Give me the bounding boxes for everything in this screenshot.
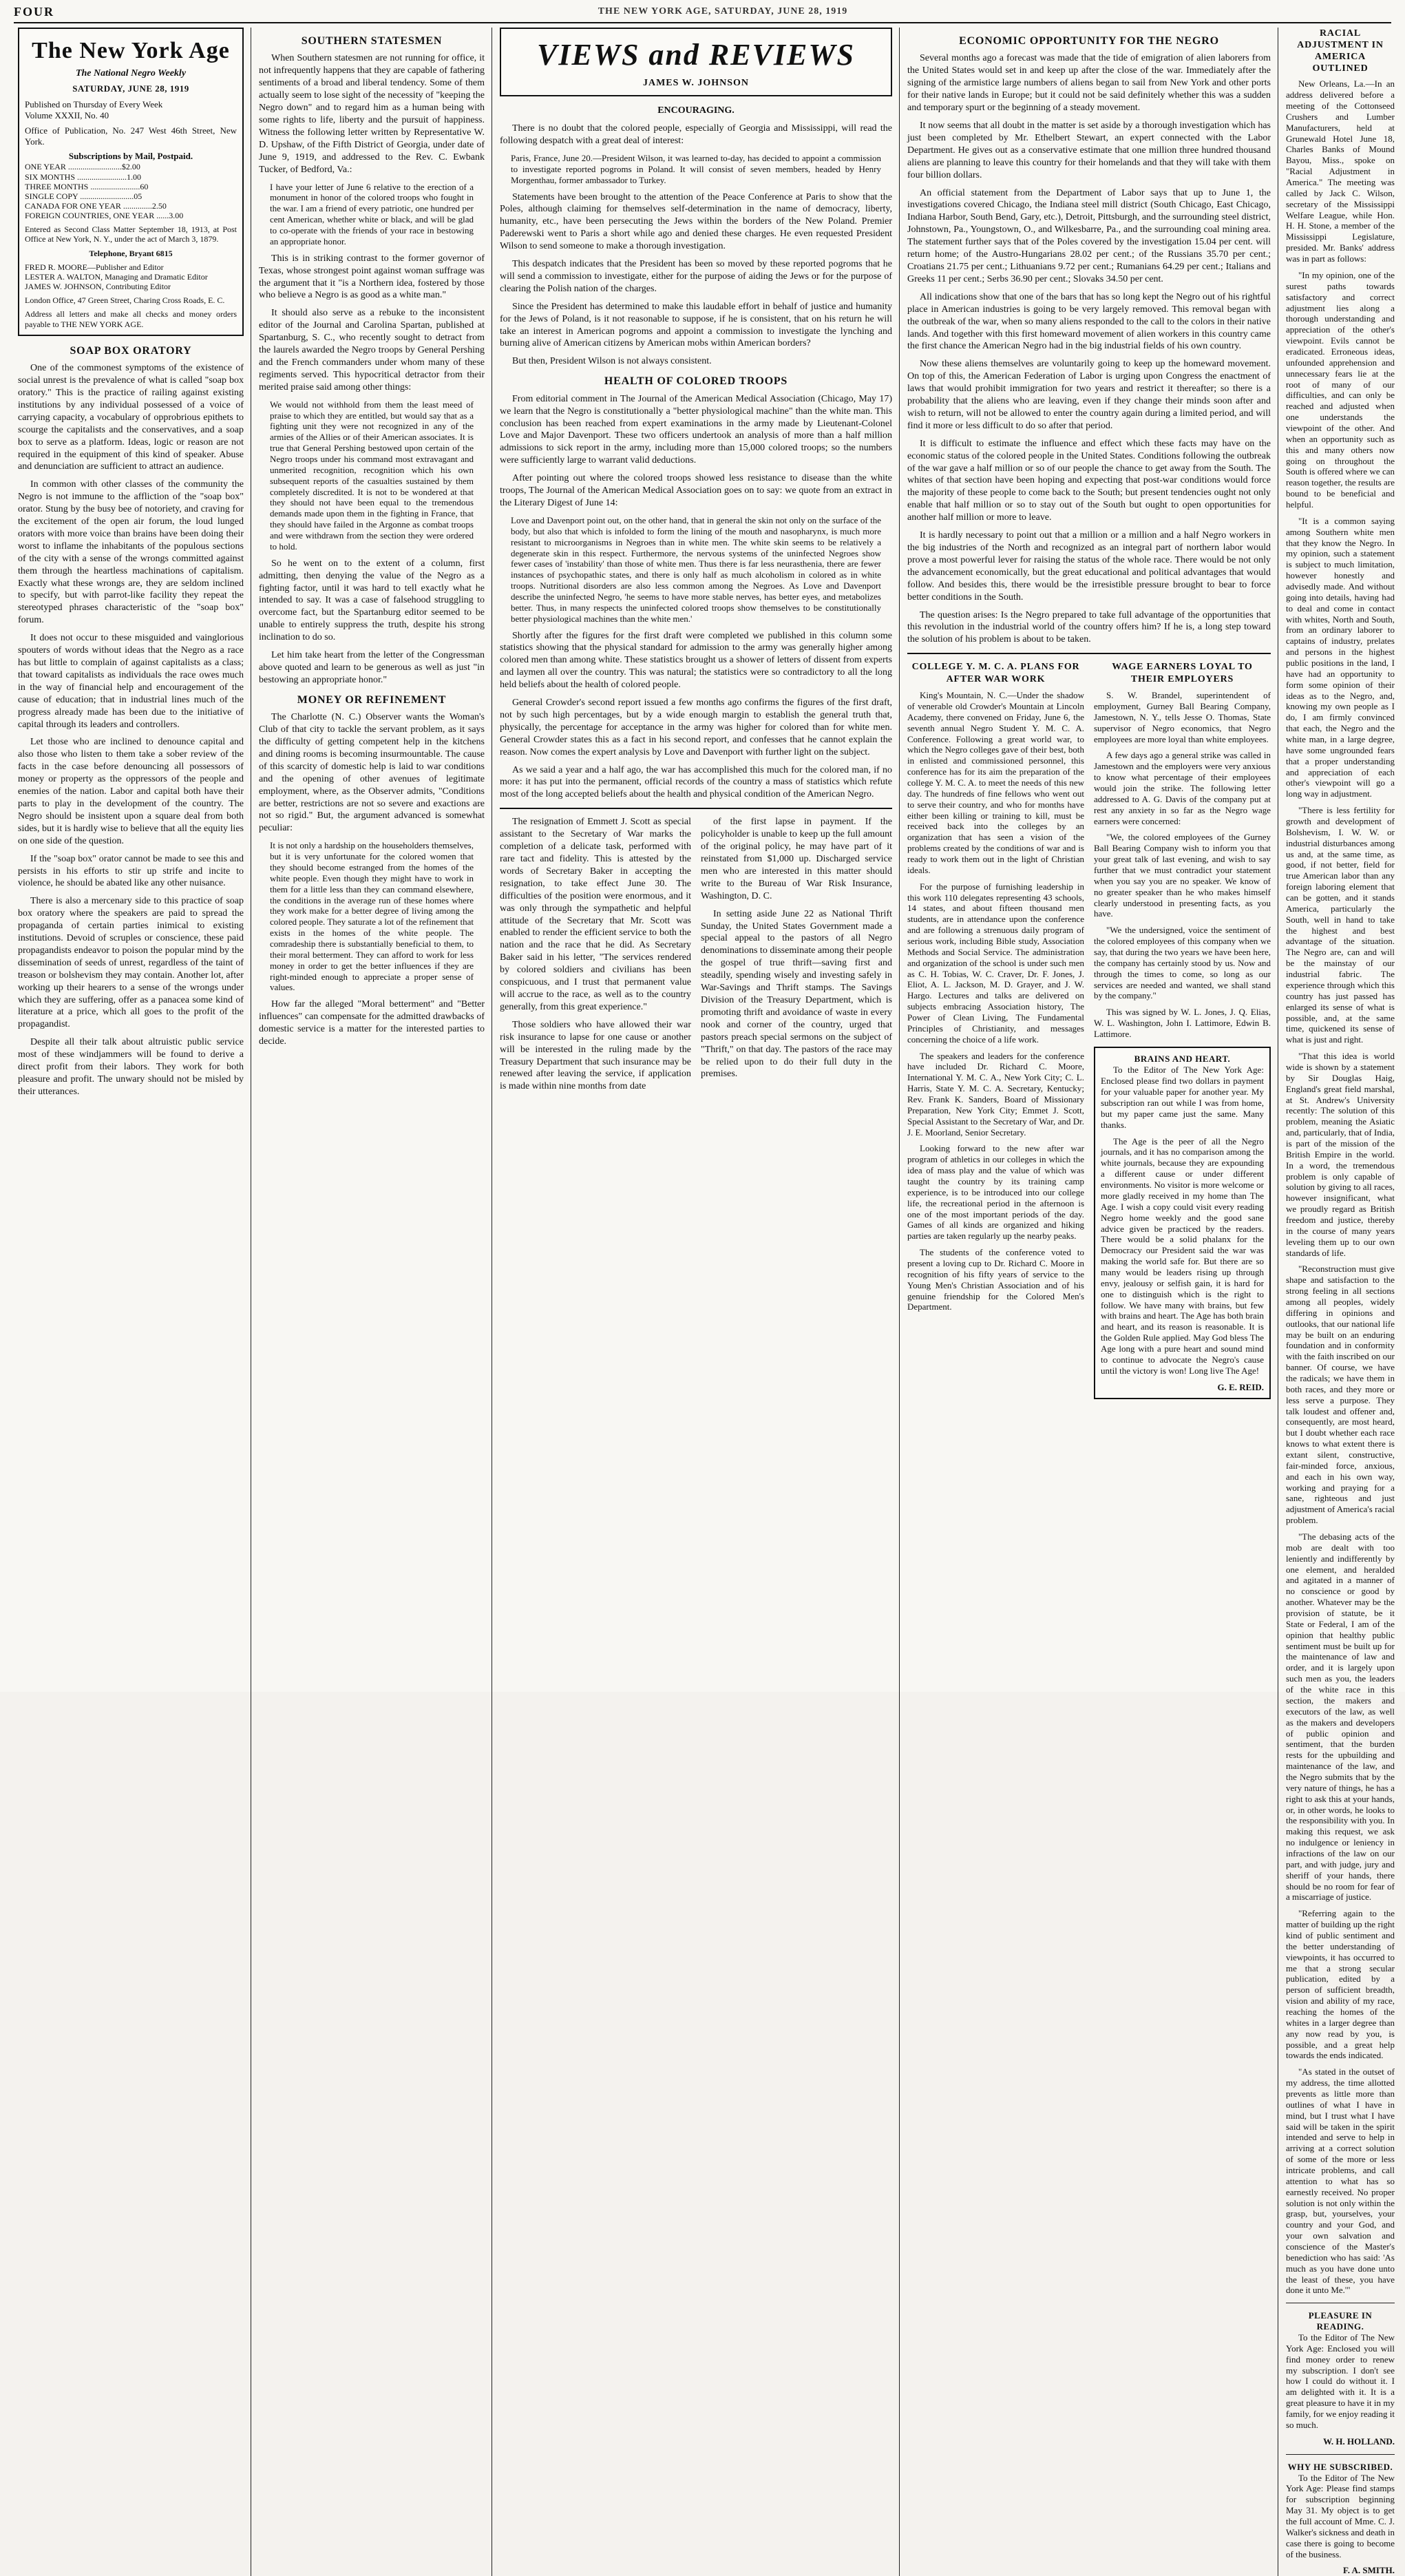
- ymca-paragraph: The speakers and leaders for the conference have included Dr. Richard C. Moore, International Y. M. C. A., New York City; C. L. Harris, State Y. M. C. A. Secretary, Kentucky; Rev. Frank K. Sanders, Board of Missionary Preparation, New York City; Emmet J. Scott, Special Assistant to the Secretary of War, and Dr. J. E. Moorland, Senior Secretary.: [907, 1050, 1084, 1138]
- subcol-paragraph: The resignation of Emmett J. Scott as special assistant to the Secretary of War marks the completion of a delicate task, performed with rare tact and fidelity. This is attested by the words of Secretary Baker in accepting the resignation, to take effect June 30. The difficulties of the position were enormous, and it was only through the sympathetic and helpful attitude of the Secretary that Mr. Scott was enabled to render the efficient service to both the nation and the race that he did. As Secretary Baker said in his letter, "The services rendered by colored soldiers and civilians has been conspicuous, and I trust that permanent value will accrue to the race, as well as to the country generally, from this great experience.": [500, 817, 691, 1012]
- london-office: London Office, 47 Green Street, Charing Cross Roads, E. C.: [25, 295, 225, 306]
- rate-line: SINGLE COPY ..........................05: [25, 191, 142, 201]
- masthead-block: [18, 28, 244, 336]
- health-paragraph: General Crowder's second report issued a few months ago confirms the figures of the first draft, not by such high percentages, but by a wide enough margin to establish the general truth that, physically, the percentage for acceptance in the army was higher for colored than for white men. General Crowder states this as a fact in his second report, and confesses that he cannot explain the reason. Now comes the expert analysis by Love and Davenport with further light on the subject.: [500, 698, 892, 757]
- subcol-paragraph: of the first lapse in payment. If the policyholder is unable to keep up the full amount of the original policy, he may have part of it reinstated from $1,000 up. Discharged service men who are interested in this matter should write to the Bureau of War Risk Insurance, Washington, D. C.: [701, 817, 892, 901]
- brains-paragraph: To the Editor of The New York Age: Enclosed please find two dollars in payment for your valuable paper for another year. My subscription ran out while I was from home, but my paper came just the same. Many thanks.: [1101, 1065, 1264, 1130]
- staff-line: LESTER A. WALTON, Managing and Dramatic Editor: [25, 271, 208, 282]
- subcol-paragraph: Those soldiers who have allowed their war risk insurance to lapse for one cause or another will be interested in the ruling made by the Treasury Department that such insurance may be renewed after leaving the service, if application is made within nine months from date: [500, 1019, 691, 1092]
- economic-paragraph: It now seems that all doubt in the matter is set aside by a thorough investigation which has just been completed by Mr. Ethelbert Stewart, an expert connected with the Labor Department. He gives out as a conservative estimate that one million three hundred thousand aliens are planning to leave this country for their homelands and that they will take with them four billion dollars.: [907, 121, 1271, 180]
- masthead-title: The New York Age: [32, 38, 230, 63]
- health-paragraph: After pointing out where the colored troops showed less resistance to disease than the white troops, The Journal of the American Medical Association goes on to say: we quote from an extract in the Literary Digest of June 14:: [500, 473, 892, 509]
- masthead-volume: Volume XXXII, No. 40: [25, 109, 109, 121]
- encouraging-paragraph: There is no doubt that the colored people, especially of Georgia and Mississippi, will read the following despatch with a great deal of interest:: [500, 123, 892, 147]
- encouraging-paragraph: Statements have been brought to the attention of the Peace Conference at Paris to show that the Poles, although claiming for themselves self-determination in the name of democracy, liberty, humanity, etc., have been persecuting the Jews within the borders of the New Poland. Premier Paderewski went to Paris a short while ago and denied these charges. He even requested President Wilson to send someone to make a thorough investigation.: [500, 191, 892, 252]
- far-right-divider: [1286, 2454, 1395, 2455]
- southern-paragraph: Let him take heart from the letter of the Congressman above quoted and learn to be generous as well as just "in bestowing an appropriate honor.": [259, 650, 485, 685]
- southern-statesmen-title: SOUTHERN STATESMEN: [301, 35, 443, 47]
- racial-paragraph: "It is a common saying among Southern white men that they know the Negro. In my opinion, such a statement is subject to much limitation, however honestly and advisedly made. And without going into details, having had to deal and come in contact with whites, North and South, from an ordinary laborer to captains of industry, prelates and persons in the highest public positions in the land, I have had an opportunity to form some opinion of their ideas as to the Negro, and, knowing my own people as I do, I am firmly convinced that each, the Negro and the white man, in a large degree, have some ungrounded fears that a proper understanding and appreciation of each other's viewpoint will go a long way in adjustment.: [1286, 515, 1395, 799]
- column-center: [496, 28, 896, 2576]
- racial-paragraph: New Orleans, La.—In an address delivered before a meeting of the Cottonseed Crushers and Lumber Manufacturers, held at Grunewald Hotel June 18, Charles Banks of Mound Bayou, Miss., spoke on "Racial Adjustment in America." The meeting was called by Jack C. Wilson, secretary of the Mississippi Welfare League, while Hon. H. H. Stone, a member of the Mississippi Legislature, presided. Mr. Banks' address was in part as follows:: [1286, 78, 1395, 264]
- column-far-right: [1282, 28, 1399, 2576]
- southern-paragraph: So he went on to the extent of a column, first admitting, then denying the value of the Negro as a fighting factor, until it was hard to tell exactly what he intended to say. It was a case of falsehood struggling to overcome fact, but the Spartanburg editor seemed to be unable to entirely suppress the truth, despite his strong inclination to do so.: [259, 558, 485, 643]
- economic-paragraph: It is hardly necessary to point out that a million or a million and a half Negro workers in the big industries of the North and recognized as an integral part of northern labor would prove a most powerful lever for raising the status of the whole race. There would be not only the advancement economically, but the great educational and political advantages that would follow. And besides this, there would be the irresistible pressure brought to bear to force better conditions in the South.: [907, 530, 1271, 603]
- why-title: WHY HE SUBSCRIBED.: [1287, 2461, 1393, 2472]
- running-title: THE NEW YORK AGE, SATURDAY, JUNE 28, 1919: [598, 6, 848, 17]
- column-right-block: [903, 28, 1275, 2576]
- rates-list: [25, 162, 237, 220]
- telephone: Telephone, Bryant 6815: [89, 248, 173, 258]
- economic-paragraph: It is difficult to estimate the influence and effect which these facts may have on the economic status of the colored people in the United States. Conditions following the outbreak of the war gave a half million or so of our people the chance to get away from the South. The whites of that section have been hoping and expecting that post-war conditions would force the majority of these people to come back to the South; but present tendencies ought not only enable that half million or so to stay out of the South but ought to open opportunities for another half million or more to leave.: [907, 438, 1271, 523]
- subcol-right: [701, 816, 892, 1098]
- staff-list: [25, 262, 237, 291]
- encouraging-paragraph: This despatch indicates that the President has been so moved by these reported pogroms that he will send a commission to investigate, either for the purpose of aiding the Jews or for the purpose of clearing the Polish nation of the charges.: [500, 259, 892, 294]
- ymca-title: COLLEGE Y. M. C. A. PLANS FOR AFTER WAR WORK: [911, 662, 1080, 685]
- health-paragraph: Shortly after the figures for the first draft were completed we published in this column some statistics showing that the physical standard for admission to the army was generally higher among colored men than among white. These statistics brought us a shower of letters of dissent from experts and laymen all over the country. This was natural; the statistics were so contradictory to all the long held beliefs about the health of colored people.: [500, 630, 892, 691]
- economic-paragraph: Several months ago a forecast was made that the tide of emigration of alien laborers from the United States would set in and keep up after the close of the war. Immediately after the signing of the armistice large numbers of aliens began to sail from New York and other ports for their native lands in Europe; but it could not be said definitely whether this was a sudden and temporary spurt or the beginning of a steady movement.: [907, 53, 1271, 114]
- page-number: FOUR: [14, 4, 54, 19]
- column-second: [255, 28, 489, 2576]
- why-signature: F. A. SMITH.: [1342, 2565, 1395, 2576]
- why-paragraph: To the Editor of The New York Age: Please find stamps for subscription beginning May 31. My object is to get the full account of Mme. C. J. Walker's sickness and death in case there is going to become of the business.: [1286, 2472, 1395, 2559]
- center-divider: [500, 808, 892, 809]
- southern-paragraph: This is in striking contrast to the former governor of Texas, whose strongest point against woman suffrage was the argument that it "is a Northern idea, fostered by those who believe a Negro is as good as a white man.": [259, 253, 485, 301]
- spartan-quote: We would not withhold from them the least meed of praise to which they are entitled, but would say that as a fighting unit they were not recognized in any of the armies of the Allies or of their American associates. It is true that General Pershing bestowed upon certain of the Negro troops under his command most extravagant and unmerited recognition, recognition which his own subsequent reports of the casualties sustained by them completely discredited. It is not to be wondered at that they should not have been equal to the tremendous demands made upon them in the fighting in France, that they should have failed in the Argonne as combat troops and were withdrawn from the section they were ordered to hold.: [270, 399, 474, 552]
- header-rule: [14, 22, 1391, 23]
- rate-line: SIX MONTHS ........................1.00: [25, 171, 142, 182]
- ymca-paragraph: For the purpose of furnishing leadership in this work 110 delegates representing 43 schools, 14 states, and about fifteen thousand men students, are in attendance upon the conference and are following a strenuous daily program of serious work, including Bible study, Association Methods and Social Service. The administration and organization of the school is under such men as C. H. Tobias, W. C. Craver, Dr. F. Jones, J. Eliot, A. L. Jackson, M. D. Grayer, and J. W. Hargo. Lectures and talks are delivered on subjects embracing Association history, The Power of Clean Living, The Fundamental Principles of Christianity, and messages concerning the choice of a life work.: [907, 881, 1084, 1045]
- center-subcolumns: [500, 816, 892, 1098]
- upshaw-quote: I have your letter of June 6 relative to the erection of a monument in honor of the colored troops who fought in the war. I am a friend of every patriotic, one hundred per cent American, whether white or black, and will be glad to co-operate with the friends of your race in bestowing an appropriate honor.: [270, 181, 474, 247]
- health-paragraph: As we said a year and a half ago, the war has accomplished this much for the colored man, if no more: it has put into the permanent, official records of the country a mass of statistics which refute most of the long accepted beliefs about the health and physical condition of the American Negro.: [500, 764, 892, 800]
- wage-paragraph: A few days ago a general strike was called in Jamestown and the employers were very anxious to know what percentage of their employees would join the strike. The following letter addressed to A. G. Davis of the company put at rest any anxiety in so far as the Negro wage earners were concerned:: [1094, 750, 1271, 826]
- pleasure-signature: W. H. HOLLAND.: [1323, 2436, 1395, 2447]
- journal-quote: Love and Davenport point out, on the other hand, that in general the skin not only on the surface of the body, but also that which is infolded to form the lining of the mouth and nasopharynx, is much more resistant to microorganisms in Negroes than in white men. The white skin seems to be relatively a degenerate skin in this respect. Furthermore, the nervous systems of the uninfected Negroes show fewer cases of 'instability' than those of white men. Thus there is far less neurasthenia, there are fewer instances of psychopathic states, and there is only half as much alcoholism in colored as in white troops. Nutritional disorders are also less common among the Negroes. As Love and Davenport describe the uninfected Negro, 'he seems to have more stable nerves, has better eyes, and metabolizes better. Thus, in many respects the uninfected colored troops show themselves to be constitutionally better physiological machines than the white men.': [511, 514, 881, 624]
- subscriptions-title: Subscriptions by Mail, Postpaid.: [68, 151, 193, 162]
- wage-paragraph: "We the undersigned, voice the sentiment of the colored employees of this company when we say, that during the two years we have been here, the company has certainly stood by us. Now and through the times to come, so long as our services are needed and wanted, we shall stand by the company.": [1094, 925, 1271, 1001]
- soap-paragraph: Let those who are inclined to denounce capital and also those who listen to them take a sober review of the facts in the case before denouncing all possessors of money or property as the oppressors of the people and enemies of the nation. Labor and capital both have their parts to play in the development of the country. The Negro should be insistent upon a square deal from both sides, but it is hardly wise to believe that all the equity lies on one side of the question.: [18, 737, 244, 846]
- views-reviews-title: VIEWS and REVIEWS: [537, 38, 855, 72]
- right-divider: [907, 653, 1271, 654]
- column-left: [14, 28, 248, 2576]
- masthead-date: SATURDAY, JUNE 28, 1919: [72, 83, 189, 94]
- health-troops-title: HEALTH OF COLORED TROOPS: [604, 375, 788, 388]
- soap-paragraph: It does not occur to these misguided and vainglorious spouters of words without ideas that the Negro as a race has but little to complain of against capitalists as a class; that toward capitalists as individuals the race owes much in the way of financial help and encouragement of the cause of education; that in industrial lines much of the progress already made has been due to the initiative of capital through its leaders and controllers.: [18, 633, 244, 730]
- racial-paragraph: "That this idea is world wide is shown by a statement by Sir Douglas Haig, England's great field marshal, at St. Andrew's University recently: The solution of this problem, meaning the Asiatic and, particularly, that of India, is part of the mission of the British Empire in the world. In a word, the tremendous problem is only capable of solution by giving to all races, however insignificant, what we proudly regard as British freedom and justice, thereby in the course of many years leveling them up to our own standards of life.: [1286, 1051, 1395, 1258]
- money-paragraph: How far the alleged "Moral betterment" and "Better influences" can compensate for the admitted drawbacks of domestic service is a matter for the interested parties to decide.: [259, 999, 485, 1047]
- racial-paragraph: "In my opinion, one of the surest paths towards satisfactory and correct adjustment lies along a thorough understanding and appreciation of the other's viewpoint. Evils cannot be eradicated. Erroneous ideas, unfounded apprehension and unnecessary fears lie at the root of many of our difficulties, and can only be reached and adjusted when one understands the viewpoint of the other. And when an opportunity such as this and many others now going on throughout the South is offered where we can reason together, the results are bound to be beneficial and helpful.: [1286, 269, 1395, 510]
- soap-paragraph: In common with other classes of the community the Negro is not immune to the affliction of the "soap box" orator. Stung by the busy bee of notoriety, and craving for the excitement of the open air forum, the loud lunged orators with more voice than brains have been doing their worst to inflame the inhabitants of the populous sections of the city with a sense of the wrongs committed against them through the heartless machinations of capitalism. Exactly what these wrongs are, they are seldom inclined to specify, but with parrot-like facility they repeat the stereotyped phrases characteristic of the "soap box" forum.: [18, 479, 244, 626]
- soap-paragraph: One of the commonest symptoms of the existence of social unrest is the prevalence of what is called "soap box oratory." This is the practice of railing against existing institutions by any individual possessed of a voice of carrying capacity, a vocabulary of opprobrious epithets to scourge the capitalists and the conservatives, and a soap box to serve as a platform. Ideas, logic or reason are not required in the equipment of this kind of speaker. Abuse and denunciation are sufficient to attract an audience.: [18, 363, 244, 472]
- racial-paragraph: "The debasing acts of the mob are dealt with too leniently and indifferently by one element, and heralded and agitated in a manner of no conscience or good by another. Whatever may be the provision of statute, be it State or Federal, I am of the opinion that healthy public sentiment must be built up for the maintenance of law and order, and it is largely upon such men as you, the leaders of the white race in this section, the makers and executors of the law, as well as the makers and developers of public opinion and sentiment, that the burden rests for the upbuilding and maintenance of the law, and the Negro submits that by the very nature of things, he has a right to ask this at your hands, or, in other words, he looks to the responsibility with you. In making this request, we ask no indulgence or leniency in infractions of the law on our part, and with judge, jury and sheriff of your hands, there should be no room for fear of a miscarriage of justice.: [1286, 1531, 1395, 1903]
- brains-heart-box: [1094, 1047, 1271, 1400]
- encouraging-paragraph: But then, President Wilson is not always consistent.: [512, 356, 712, 367]
- brains-signature: G. E. REID.: [1217, 1381, 1264, 1392]
- rate-line: THREE MONTHS ........................60: [25, 181, 149, 191]
- ymca-paragraph: Looking forward to the new after war program of athletics in our colleges in which the idea of mass play and the value of which was taught the country by its training camp experience, is to be introduced into our college life, the recreational period in the afternoon is one of the most important periods of the day. Games of all kinds are organized and hiking parties are taken regularly up the nearby peaks.: [907, 1143, 1084, 1242]
- rate-line: CANADA FOR ONE YEAR ..............2.50: [25, 200, 167, 211]
- encouraging-title: ENCOURAGING.: [657, 105, 735, 116]
- soap-paragraph: Despite all their talk about altruistic public service most of these windjammers will be found to derive a direct profit from their labors. They work for both pleasure and profit. The unwary should not be misled by their utterances.: [18, 1037, 244, 1097]
- staff-line: JAMES W. JOHNSON, Contributing Editor: [25, 282, 171, 292]
- money-paragraph: The Charlotte (N. C.) Observer wants the Woman's Club of that city to tackle the servant problem, as it says the difficulty of getting competent help in the kitchens and dining rooms is becoming insurmountable. The cause of this scarcity of domestic help is laid to war conditions and the opening of other avenues of legitimate employment, where, as the Observer admits, "Conditions are better, restrictions are not so severe and exactions are not so rigid." But, the argument advanced is somewhat peculiar:: [259, 712, 485, 834]
- subcol-paragraph: In setting aside June 22 as National Thrift Sunday, the United States Government made a special appeal to the pastors of all Negro denominations to disseminate among their people the gospel of true thrift—saving first and steadily, spending wisely and investing safely in War-Savings and Thrift stamps. The Savings Division of the Treasury Department, which is promoting thrift and avoidance of waste in every nook and corner of the country, urged that pastors preach special sermons on the subject of "Thrift," on that day. The pastors of the race may be relied upon to do their full duty in the premises.: [701, 908, 892, 1080]
- wage-title: WAGE EARNERS LOYAL TO THEIR EMPLOYERS: [1112, 662, 1253, 685]
- entered-notice: Entered as Second Class Matter September 18, 1913, at Post Office at New York, N. Y., under the act of March 3, 1879.: [25, 224, 237, 244]
- wage-paragraph: "We, the colored employees of the Gurney Ball Bearing Company wish to inform you that your great talk of last evening, and wish to say further that we must contradict your statement when you say you are no speaker. We know of no greater speaker than he who makes himself clearly understood in presenting facts, as you have.: [1094, 832, 1271, 919]
- ymca-column: [907, 661, 1084, 1406]
- right-subcolumns: [907, 661, 1271, 1406]
- racial-adjustment-title: RACIAL ADJUSTMENT IN AMERICA OUTLINED: [1297, 28, 1384, 74]
- economic-paragraph: All indications show that one of the bars that has so long kept the Negro out of his rightful place in American industries is going to be very largely removed. This removal began with the outbreak of the war, when so many aliens responded to the call to the colors in their native lands. And together with this first homeward movement of alien workers in this country came the first chance the American Negro had in the big industrial fields of his own country.: [907, 291, 1271, 352]
- address-note: Address all letters and make all checks and money orders payable to THE NEW YORK AGE.: [25, 309, 237, 329]
- observer-quote: It is not only a hardship on the householders themselves, but it is very unfortunate for the colored women that they should become estranged from the homes of the white people. Even though they might have to work in them for a little less than they can command elsewhere, the conditions in the average run of these homes where they work make for a better degree of living among the colored people. They saturate a lot of the refinement that exists in the homes of the white people. The comradeship there is substantially beneficial to them, to their moral betterment. They can afford to work for less money in order to get the better influences if they are right-minded enough to appreciate a proper sense of values.: [270, 840, 474, 993]
- masthead-subtitle: The National Negro Weekly: [75, 67, 187, 78]
- economic-paragraph: The question arises: Is the Negro prepared to take full advantage of the opportunities that this revolution in the industrial world of the country offers him? If he is, a long step toward the solution of his problem is about to be taken.: [907, 609, 1271, 645]
- soap-paragraph: If the "soap box" orator cannot be made to see this and persists in his efforts to stir up strife and incite to violence, he should be abated like any other nuisance.: [18, 853, 244, 889]
- encouraging-paragraph: Since the President has determined to make this laudable effort in behalf of justice and humanity for the Jews of Poland, is it not reasonable to suppose, if he is consistent, that on his return he will take an interest in American pogroms and appoint a commission to investigate the lynching and burning alive of American citizens by American mobs within American borders?: [500, 301, 892, 349]
- southern-paragraph: When Southern statesmen are not running for office, it not infrequently happens that they are capable of fathering sentiments of a broad and liberal tendency. Some of them actually seem to lose sight of the necessity of "keeping the Negro down" and to regard him as a human being with some rights to life, liberty and the pursuit of happiness. Witness the following letter written by Representative W. D. Upshaw, of the Fifth District of Georgia, under date of June 9, 1919, and addressed to the Rev. C. Ewbank Tucker, of Bedford, Va.:: [259, 53, 485, 175]
- subcol-left: [500, 816, 691, 1098]
- soap-paragraph: There is also a mercenary side to this practice of soap box oratory where the speakers are paid to spread the propaganda of certain parties inimical to existing institutions. Devoid of scruples or conscience, these paid propagandists endeavor to poison the popular mind by the dissemination of seeds of unrest, regardless of the taint of treason or bolshevism they may contain. Another lot, after working up their hearers to a sense of the wrongs under which they are suffering, offer as a panacea some kind of literature at a price, which all goes to the profit of the propagandist.: [18, 896, 244, 1030]
- masthead-office: Office of Publication, No. 247 West 46th Street, New York.: [25, 125, 237, 147]
- wage-column: [1094, 661, 1271, 1406]
- economic-paragraph: Now these aliens themselves are voluntarily going to keep up the homeward movement. On top of this, the American Federation of Labor is urging upon Congress the enactment of laws that would prohibit immigration for two years and restrict it thereafter; so there is a probability that the aliens who are leaving, even if they change their minds soon after and wish to return, will not be allowed to enter the country again during a limited period, and will find it more or less difficult to do so after that period.: [907, 359, 1271, 431]
- views-byline: JAMES W. JOHNSON: [642, 78, 750, 89]
- wage-paragraph: S. W. Brandel, superintendent of employment, Gurney Ball Bearing Company, Jamestown, N. Y., tells Jesse O. Thomas, State supervisor of Negro economics, that Negro employees are more loyal than white employees.: [1094, 690, 1271, 744]
- running-header: [14, 4, 1391, 19]
- racial-paragraph: "As stated in the outset of my address, the time allotted prevents as little more than outlines of what I have in mind, but I trust what I have said will be taken in the spirit intended and serve to help in arriving at a correct solution of some of the more or less intricate problems, and call attention to what has so earnestly received. No proper solution is not only within the grasp, but, yourselves, your country and your God, and your own salvation and conscience of the Master's benediction who has said: 'As much as you have done unto the least of these, you have done it unto Me.'": [1286, 2066, 1395, 2296]
- pleasure-paragraph: To the Editor of The New York Age: Enclosed you will find money order to renew my subscription. I don't see how I could do without it. I am delighted with it. It is a great pleasure to have it in my family, for we enjoy reading it so much.: [1286, 2332, 1395, 2430]
- views-reviews-head: [500, 28, 892, 96]
- brains-heart-title: BRAINS AND HEART.: [1134, 1053, 1231, 1064]
- soap-box-title: SOAP BOX ORATORY: [70, 344, 192, 357]
- column-divider: [899, 28, 900, 2576]
- ymca-paragraph: King's Mountain, N. C.—Under the shadow of venerable old Crowder's Mountain at Lincoln Academy, there convened on Friday, June 6, the seventh annual Negro Student Y. M. C. A. Conference. Following a great world war, to which the Negro colleges gave of their best, both in enlisted and commissioned personnel, this conference has for its aim the preparation of the college Y. M. C. A. to meet the needs of this new day. The hundreds of fine fellows who went out to serve their country, and who for months have either been killing or training to kill, must be received back into the colleges by an organization that has seen a vision of the problems created by the conditions of war and is ready to work them out in the light of Christian ideals.: [907, 690, 1084, 875]
- racial-paragraph: "There is less fertility for growth and development of Bolshevism, I. W. W. or industrial disturbances among us and, at the same time, as good, if not better, field for true American labor than any foreign laboring element that can be gotten, and it stands America, particularly the South, well in hand to take the highest and best advantage of the situation. The Negro are, can and will be the mainstay of our industrial fabric. The experience through which this country has just passed has enlarged its sense of what is possible, and, at the same time, quickened its sense of what is just and right.: [1286, 805, 1395, 1045]
- money-refinement-title: MONEY OR REFINEMENT: [297, 693, 447, 706]
- staff-line: FRED R. MOORE—Publisher and Editor: [25, 262, 164, 272]
- racial-paragraph: "Reconstruction must give shape and satisfaction to the strong feeling in all sections among all peoples, widely differing in opinions and outlooks, that our national life may be built on an enduring foundation and in conformity with the faith inscribed on our banner. Of course, we have the radicals; we have them in both races, and they more or less serve a purpose. They talk loudest and offener and, consequently, are most heard, but I doubt whether each race knows to what extent there is extant silent, constructive, fair-minded force, anxious, and each in his own way, working and praying for a sane, righteous and just adjustment of America's racial problem.: [1286, 1264, 1395, 1526]
- economic-opportunity-title: ECONOMIC OPPORTUNITY FOR THE NEGRO: [959, 35, 1219, 47]
- rate-line: FOREIGN COUNTRIES, ONE YEAR ......3.00: [25, 211, 184, 221]
- rate-line: ONE YEAR ..........................$2.00: [25, 162, 140, 172]
- ymca-paragraph: The students of the conference voted to present a loving cup to Dr. Richard C. Moore in recognition of his fifty years of service to the Young Men's Christian Association and of his genuine friendship for the Colored Men's Department.: [907, 1247, 1084, 1312]
- economic-paragraph: An official statement from the Department of Labor says that up to June 1, the investigations covered Chicago, the Indiana steel mill district (South Chicago, East Chicago, Indiana Harbor, South Bend, Gary, etc.), Detroit, Pittsburgh, and the surrounding steel district, Johnstown, Pa., Youngstown, O., and Wilkesbarre, Pa., and the surrounding coal mining area. The statement further says that of the Poles covered by the investigation 15.04 per cent. will return home; of the Austro-Hungarians 28.02 per cent.; of the Russians 35.70 per cent.; Croatians 21.75 per cent.; Lithuanians 9.72 per cent.; Rumanians 64.29 per cent.; Italians and Greeks 11 per cent.; Serbs 36.90 per cent.; Slovaks 34.50 per cent.: [907, 187, 1271, 284]
- southern-paragraph: It should also serve as a rebuke to the inconsistent editor of the Journal and Carolina Spartan, published at Spartanburg, S. C., who recently sought to detract from the laurels awarded the Negro troops by General Pershing and the French commanders under whom many of these regiments served. This hypocritical detractor from their merited praise said among other things:: [259, 308, 485, 392]
- paris-dispatch: Paris, France, June 20.—President Wilson, it was learned to-day, has decided to appoint a commission to investigate reported pogroms in Poland. It will consist of seven members, headed by Henry Morgenthau, former ambassador to Turkey.: [511, 152, 881, 185]
- health-paragraph: From editorial comment in The Journal of the American Medical Association (Chicago, May 17) we learn that the Negro is constitutionally a "better physiological machine" than the white man. This conclusion has been reached from expert examinations in the army made by Lieutenant-Colonel Love and Major Davenport. These two officers undertook an analysis of more than a half million admissions to sick report in the army, including more than 15,000 colored troops; so the numbers were sufficiently large to warrant valid deductions.: [500, 393, 892, 466]
- masthead-published: Published on Thursday of Every Week: [25, 99, 163, 110]
- racial-paragraph: "Referring again to the matter of building up the right kind of public sentiment and the better understanding of viewpoints, it has occurred to me that a strong secular publication, edited by a person of sufficient breadth, vision and ability of my race, reaching the homes of the whites in a larger degree than any now read by you, is possible, and a great help towards the ends indicated.: [1286, 1908, 1395, 2061]
- pleasure-title: PLEASURE IN READING.: [1308, 2310, 1373, 2332]
- brains-paragraph: The Age is the peer of all the Negro journals, and it has no comparison among the white journals, because they are expounding a different cause or under different environments. No visitor is more welcome or more gladly received in my home than The Age. I wish a copy could visit every reading Negro home weekly and the good sane advice given be practiced by the readers. There would be a solid phalanx for the Democracy our President said the war was making the world safe for. But there are so many would be leaders rising up through envy, jealousy or selfish gain, it is hard for one to distinguish which is the right to follow. We have many with brains, but few with brains and heart. The Age has both brain and heart, and its reason is reasonable. It is the Golden Rule applied. May God bless The Age long with a pure heart and sound mind to continue to advocate the Negro's cause until the victory is won! Long live The Age!: [1101, 1135, 1264, 1376]
- wage-paragraph: This was signed by W. L. Jones, J. Q. Elias, W. L. Washington, John I. Lattimore, Edwin B. Lattimore.: [1094, 1007, 1271, 1039]
- columns: [14, 28, 1395, 2576]
